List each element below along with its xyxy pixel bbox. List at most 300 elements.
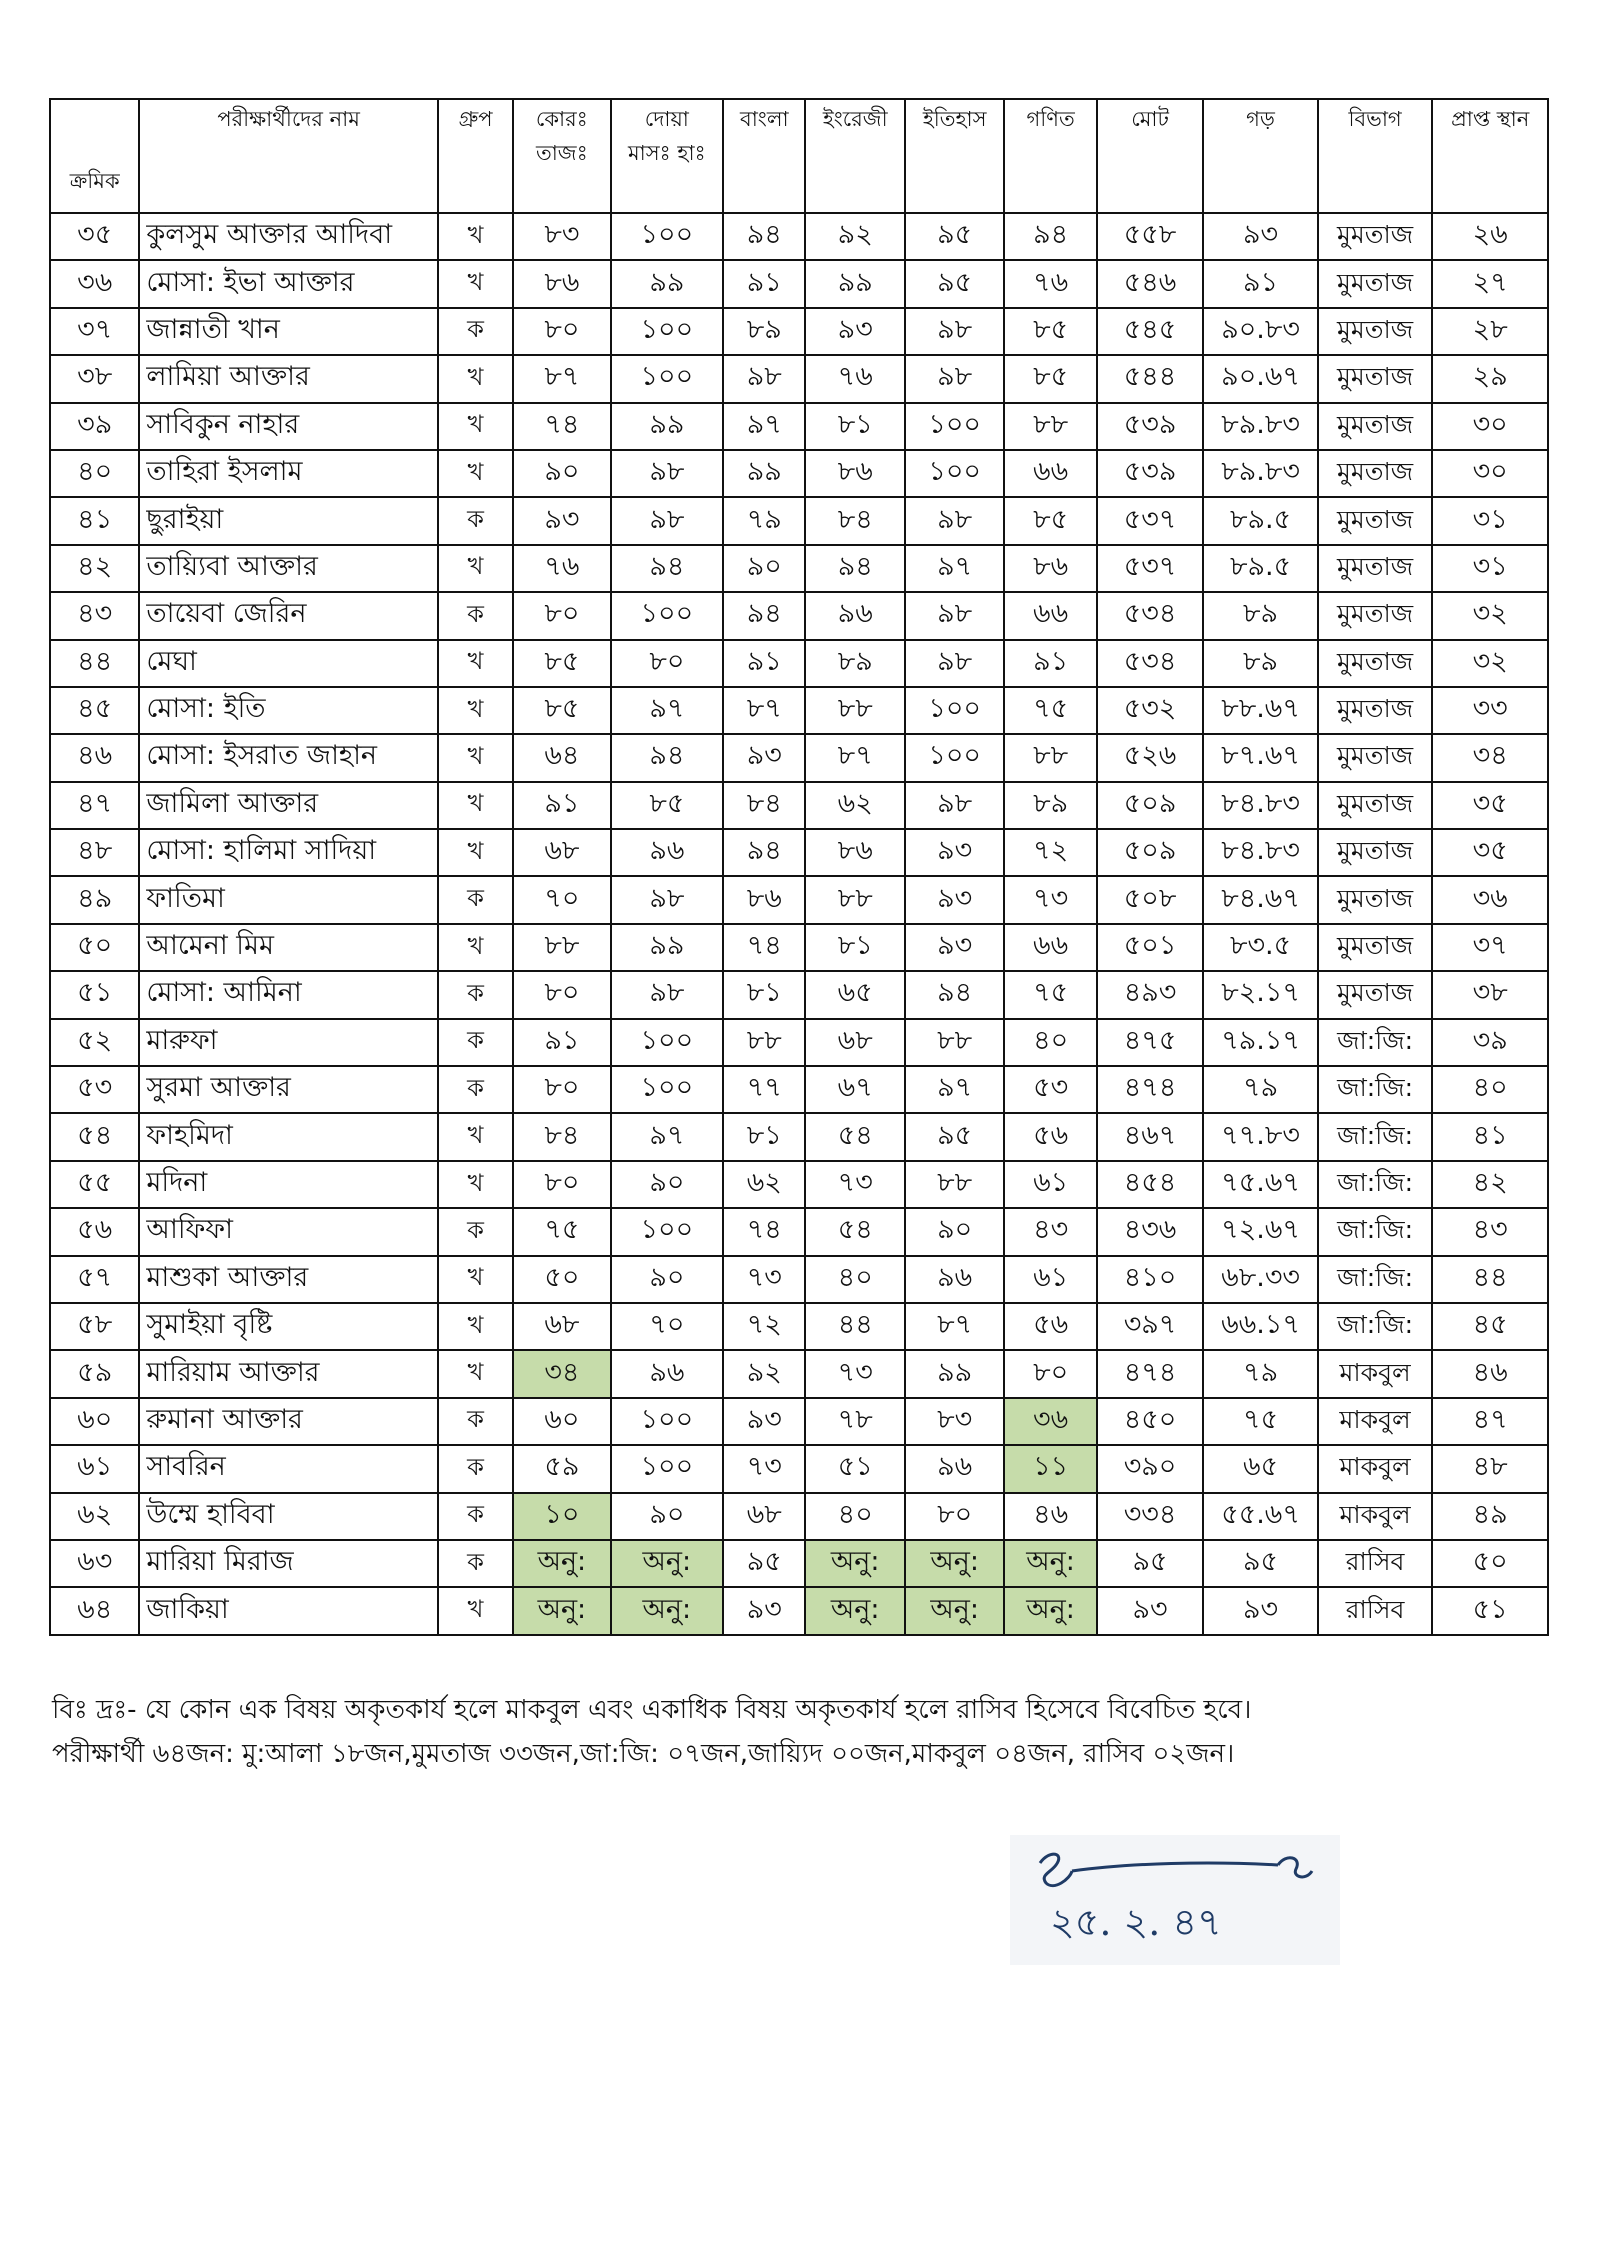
cell-quran: ৯১ — [513, 1019, 610, 1066]
cell-division: মুমতাজ — [1318, 355, 1433, 402]
note-summary: পরীক্ষার্থী ৬৪জন: মু:আলা ১৮জন,মুমতাজ ৩৩জন,জা:জি: ০৭জন,জায়্যিদ ০০জন,মাকবুল ০৪জন, রাসিব ০২জন। — [52, 1739, 1235, 1769]
cell-total: ৫৩৭ — [1097, 497, 1203, 544]
cell-english: ৮৬ — [805, 450, 904, 497]
cell-group: খ — [438, 1113, 513, 1160]
cell-english: ৮৮ — [805, 687, 904, 734]
cell-quran: ৭৫ — [513, 1208, 610, 1255]
cell-position: ৩৫ — [1432, 782, 1548, 829]
cell-total: ৫৩৯ — [1097, 403, 1203, 450]
cell-english: ৪৪ — [805, 1303, 904, 1350]
cell-quran: ৮০ — [513, 1161, 610, 1208]
cell-name: মারিয়া মিরাজ — [139, 1540, 437, 1587]
cell-dua: ৯০ — [611, 1493, 724, 1540]
cell-serial: ৫৯ — [50, 1350, 139, 1397]
table-row — [50, 308, 1548, 355]
table-row — [50, 260, 1548, 307]
header-quran — [513, 99, 610, 213]
cell-average: ৭৯.১৭ — [1203, 1019, 1318, 1066]
cell-english: ৮১ — [805, 924, 904, 971]
cell-history: ৯৩ — [905, 829, 1004, 876]
cell-english: ৫৪ — [805, 1208, 904, 1255]
cell-total: ৪৫০ — [1097, 1398, 1203, 1445]
cell-serial: ৫৪ — [50, 1113, 139, 1160]
cell-average: ৮৯.৫ — [1203, 497, 1318, 544]
cell-bangla: ৯৩ — [723, 1587, 805, 1634]
cell-history: অনু: — [905, 1540, 1004, 1587]
cell-group: খ — [438, 829, 513, 876]
cell-english: ৬২ — [805, 782, 904, 829]
cell-group: খ — [438, 403, 513, 450]
table-row — [50, 782, 1548, 829]
header-row — [50, 99, 1548, 213]
cell-dua: ৯৮ — [611, 497, 724, 544]
cell-average: ৬৮.৩৩ — [1203, 1256, 1318, 1303]
cell-position: ৩৫ — [1432, 829, 1548, 876]
cell-position: ৩৮ — [1432, 971, 1548, 1018]
table-row — [50, 1256, 1548, 1303]
cell-serial: ৬৩ — [50, 1540, 139, 1587]
cell-history: ১০০ — [905, 734, 1004, 781]
cell-total: ৫৩৭ — [1097, 545, 1203, 592]
header-bangla: বাংলা — [723, 99, 805, 213]
cell-position: ৩১ — [1432, 545, 1548, 592]
table-row — [50, 924, 1548, 971]
cell-serial: ৪৩ — [50, 592, 139, 639]
cell-quran: ৮৬ — [513, 260, 610, 307]
table-row — [50, 876, 1548, 923]
cell-division: জা:জি: — [1318, 1019, 1433, 1066]
cell-name: সাবিকুন নাহার — [139, 403, 437, 450]
cell-serial: ৪১ — [50, 497, 139, 544]
cell-division: মুমতাজ — [1318, 308, 1433, 355]
signature-date: ২৫. ২. ৪৭ — [1050, 1900, 1222, 1944]
cell-history: ৯৩ — [905, 924, 1004, 971]
cell-math: ৩৬ — [1004, 1398, 1096, 1445]
cell-total: ৫২৬ — [1097, 734, 1203, 781]
cell-average: ৭৯ — [1203, 1350, 1318, 1397]
cell-bangla: ৮৬ — [723, 876, 805, 923]
cell-bangla: ৯১ — [723, 640, 805, 687]
cell-group: ক — [438, 1445, 513, 1492]
cell-math: ৪০ — [1004, 1019, 1096, 1066]
cell-group: ক — [438, 1208, 513, 1255]
cell-division: মাকবুল — [1318, 1445, 1433, 1492]
cell-english: ৭৩ — [805, 1350, 904, 1397]
cell-bangla: ৯১ — [723, 260, 805, 307]
cell-bangla: ৮১ — [723, 1113, 805, 1160]
cell-name: মদিনা — [139, 1161, 437, 1208]
cell-bangla: ৭৪ — [723, 1208, 805, 1255]
cell-position: ৪৭ — [1432, 1398, 1548, 1445]
cell-position: ৪৯ — [1432, 1493, 1548, 1540]
cell-name: ছুরাইয়া — [139, 497, 437, 544]
cell-serial: ৬০ — [50, 1398, 139, 1445]
cell-name: কুলসুম আক্তার আদিবা — [139, 213, 437, 260]
header-dua — [611, 99, 724, 213]
cell-group: ক — [438, 1493, 513, 1540]
cell-name: মোসা: ইতি — [139, 687, 437, 734]
cell-division: মুমতাজ — [1318, 829, 1433, 876]
cell-dua: ৯৮ — [611, 876, 724, 923]
header-quran-line1: কোরঃ — [535, 107, 588, 131]
cell-group: খ — [438, 640, 513, 687]
cell-quran: ৮৮ — [513, 924, 610, 971]
cell-quran: ৭০ — [513, 876, 610, 923]
cell-group: ক — [438, 1066, 513, 1113]
cell-total: ৪৩৬ — [1097, 1208, 1203, 1255]
cell-name: মোসা: ইভা আক্তার — [139, 260, 437, 307]
cell-position: ৪৬ — [1432, 1350, 1548, 1397]
cell-total: ৫৩২ — [1097, 687, 1203, 734]
handwritten-signature — [1010, 1835, 1340, 1965]
cell-quran: অনু: — [513, 1587, 610, 1634]
cell-history: ৮৭ — [905, 1303, 1004, 1350]
cell-total: ৫৪৫ — [1097, 308, 1203, 355]
cell-math: ৫৬ — [1004, 1113, 1096, 1160]
header-position: প্রাপ্ত স্থান — [1432, 99, 1548, 213]
cell-group: ক — [438, 1398, 513, 1445]
cell-quran: ৮০ — [513, 1066, 610, 1113]
cell-total: ৪১০ — [1097, 1256, 1203, 1303]
cell-history: ৯৮ — [905, 782, 1004, 829]
cell-dua: ১০০ — [611, 1019, 724, 1066]
cell-group: খ — [438, 545, 513, 592]
cell-history: ৯৭ — [905, 1066, 1004, 1113]
cell-dua: ৯৭ — [611, 687, 724, 734]
cell-bangla: ৯০ — [723, 545, 805, 592]
cell-quran: ৮০ — [513, 592, 610, 639]
cell-position: ৩২ — [1432, 640, 1548, 687]
cell-serial: ৩৯ — [50, 403, 139, 450]
cell-math: ৬১ — [1004, 1161, 1096, 1208]
cell-math: ৪৬ — [1004, 1493, 1096, 1540]
cell-name: জান্নাতী খান — [139, 308, 437, 355]
header-average: গড় — [1203, 99, 1318, 213]
cell-serial: ৬১ — [50, 1445, 139, 1492]
cell-average: ৮৯.৫ — [1203, 545, 1318, 592]
cell-math: অনু: — [1004, 1587, 1096, 1634]
cell-group: খ — [438, 687, 513, 734]
table-row — [50, 1019, 1548, 1066]
cell-position: ৩০ — [1432, 403, 1548, 450]
cell-quran: ৯১ — [513, 782, 610, 829]
cell-bangla: ৯৯ — [723, 450, 805, 497]
table-row — [50, 1398, 1548, 1445]
cell-position: ৫০ — [1432, 1540, 1548, 1587]
table-row — [50, 1350, 1548, 1397]
cell-serial: ৪৭ — [50, 782, 139, 829]
cell-group: ক — [438, 971, 513, 1018]
cell-bangla: ৬৮ — [723, 1493, 805, 1540]
cell-division: মাকবুল — [1318, 1493, 1433, 1540]
cell-dua: ১০০ — [611, 1445, 724, 1492]
cell-math: ৭৫ — [1004, 687, 1096, 734]
cell-division: জা:জি: — [1318, 1303, 1433, 1350]
cell-math: ৭৩ — [1004, 876, 1096, 923]
notes-block — [52, 1688, 1572, 1776]
header-english: ইংরেজী — [805, 99, 904, 213]
cell-serial: ৩৮ — [50, 355, 139, 402]
cell-english: ৮৭ — [805, 734, 904, 781]
cell-serial: ৩৫ — [50, 213, 139, 260]
cell-serial: ৪০ — [50, 450, 139, 497]
cell-average: ৮৯.৮৩ — [1203, 450, 1318, 497]
cell-history: অনু: — [905, 1587, 1004, 1634]
cell-total: ৫৩৯ — [1097, 450, 1203, 497]
cell-average: ৯০.৮৩ — [1203, 308, 1318, 355]
cell-dua: অনু: — [611, 1587, 724, 1634]
cell-division: মুমতাজ — [1318, 971, 1433, 1018]
cell-name: উম্মে হাবিবা — [139, 1493, 437, 1540]
cell-average: ৭৫ — [1203, 1398, 1318, 1445]
cell-bangla: ৬২ — [723, 1161, 805, 1208]
cell-english: অনু: — [805, 1540, 904, 1587]
cell-average: ৫৫.৬৭ — [1203, 1493, 1318, 1540]
table-row — [50, 497, 1548, 544]
cell-division: মুমতাজ — [1318, 497, 1433, 544]
cell-english: ৭৬ — [805, 355, 904, 402]
cell-name: ফাতিমা — [139, 876, 437, 923]
cell-total: ৯৫ — [1097, 1540, 1203, 1587]
cell-division: রাসিব — [1318, 1540, 1433, 1587]
cell-bangla: ৯৭ — [723, 403, 805, 450]
cell-english: ৯৬ — [805, 592, 904, 639]
cell-math: অনু: — [1004, 1540, 1096, 1587]
note-rule: বিঃ দ্রঃ- যে কোন এক বিষয় অকৃতকার্য হলে মাকবুল এবং একাধিক বিষয় অকৃতকার্য হলে রাসিব হিসেবে বিবেচিত হবে। — [52, 1695, 1252, 1725]
cell-total: ৪৭৪ — [1097, 1066, 1203, 1113]
cell-position: ৩৭ — [1432, 924, 1548, 971]
cell-division: মুমতাজ — [1318, 260, 1433, 307]
cell-dua: ৯৮ — [611, 971, 724, 1018]
cell-name: আমেনা মিম — [139, 924, 437, 971]
cell-total: ৩৩৪ — [1097, 1493, 1203, 1540]
cell-bangla: ৮৪ — [723, 782, 805, 829]
cell-dua: ১০০ — [611, 355, 724, 402]
cell-position: ৩১ — [1432, 497, 1548, 544]
cell-position: ৩৯ — [1432, 1019, 1548, 1066]
cell-average: ৭৯ — [1203, 1066, 1318, 1113]
cell-position: ৪৫ — [1432, 1303, 1548, 1350]
cell-bangla: ৭৩ — [723, 1445, 805, 1492]
cell-group: খ — [438, 260, 513, 307]
table-row — [50, 1493, 1548, 1540]
cell-serial: ৬২ — [50, 1493, 139, 1540]
header-total: মোট — [1097, 99, 1203, 213]
cell-english: ৬৮ — [805, 1019, 904, 1066]
cell-math: ৮৬ — [1004, 545, 1096, 592]
cell-division: মুমতাজ — [1318, 545, 1433, 592]
cell-dua: ৯৭ — [611, 1113, 724, 1160]
cell-bangla: ৮৭ — [723, 687, 805, 734]
cell-math: ৫৩ — [1004, 1066, 1096, 1113]
cell-total: ৪৭৪ — [1097, 1350, 1203, 1397]
cell-history: ৮০ — [905, 1493, 1004, 1540]
cell-dua: ৯৯ — [611, 260, 724, 307]
cell-math: ৮৫ — [1004, 308, 1096, 355]
cell-serial: ৫১ — [50, 971, 139, 1018]
cell-bangla: ৯৪ — [723, 592, 805, 639]
cell-history: ৮৩ — [905, 1398, 1004, 1445]
cell-average: ৮৯ — [1203, 640, 1318, 687]
cell-name: মাশুকা আক্তার — [139, 1256, 437, 1303]
header-division: বিভাগ — [1318, 99, 1433, 213]
cell-position: ৩৩ — [1432, 687, 1548, 734]
cell-division: রাসিব — [1318, 1587, 1433, 1634]
cell-total: ৫০৮ — [1097, 876, 1203, 923]
cell-division: জা:জি: — [1318, 1161, 1433, 1208]
cell-dua: ৯৮ — [611, 450, 724, 497]
cell-total: ৫০১ — [1097, 924, 1203, 971]
cell-group: খ — [438, 1587, 513, 1634]
cell-position: ৪১ — [1432, 1113, 1548, 1160]
cell-name: লামিয়া আক্তার — [139, 355, 437, 402]
cell-math: ১১ — [1004, 1445, 1096, 1492]
cell-name: সুমাইয়া বৃষ্টি — [139, 1303, 437, 1350]
cell-history: ৯৪ — [905, 971, 1004, 1018]
cell-dua: ৭০ — [611, 1303, 724, 1350]
cell-position: ৩০ — [1432, 450, 1548, 497]
cell-math: ৭৬ — [1004, 260, 1096, 307]
cell-quran: ৮৫ — [513, 687, 610, 734]
cell-dua: ৮০ — [611, 640, 724, 687]
cell-quran: ৬৮ — [513, 829, 610, 876]
cell-group: খ — [438, 924, 513, 971]
cell-bangla: ৭৪ — [723, 924, 805, 971]
table-row — [50, 687, 1548, 734]
cell-name: মারিয়াম আক্তার — [139, 1350, 437, 1397]
table-row — [50, 734, 1548, 781]
cell-total: ৩৯০ — [1097, 1445, 1203, 1492]
cell-position: ২৭ — [1432, 260, 1548, 307]
cell-average: ৯৩ — [1203, 1587, 1318, 1634]
cell-name: মোসা: হালিমা সাদিয়া — [139, 829, 437, 876]
cell-quran: ৮৭ — [513, 355, 610, 402]
table-body — [50, 213, 1548, 1635]
cell-bangla: ৭৩ — [723, 1256, 805, 1303]
cell-bangla: ৯৫ — [723, 1540, 805, 1587]
cell-name: ফাহমিদা — [139, 1113, 437, 1160]
cell-division: মাকবুল — [1318, 1350, 1433, 1397]
cell-quran: ৩৪ — [513, 1350, 610, 1397]
cell-group: ক — [438, 592, 513, 639]
cell-division: মুমতাজ — [1318, 687, 1433, 734]
cell-math: ৮৮ — [1004, 403, 1096, 450]
cell-history: ৯৯ — [905, 1350, 1004, 1397]
cell-bangla: ৮৮ — [723, 1019, 805, 1066]
cell-math: ৬৬ — [1004, 450, 1096, 497]
table-row — [50, 1208, 1548, 1255]
cell-serial: ৫৩ — [50, 1066, 139, 1113]
cell-dua: ৯৯ — [611, 403, 724, 450]
table-row — [50, 829, 1548, 876]
cell-math: ৪৩ — [1004, 1208, 1096, 1255]
cell-serial: ৬৪ — [50, 1587, 139, 1634]
cell-serial: ৫০ — [50, 924, 139, 971]
cell-quran: ৮৫ — [513, 640, 610, 687]
cell-quran: ৫০ — [513, 1256, 610, 1303]
cell-history: ৯০ — [905, 1208, 1004, 1255]
cell-position: ৪৩ — [1432, 1208, 1548, 1255]
table-row — [50, 1303, 1548, 1350]
cell-total: ৯৩ — [1097, 1587, 1203, 1634]
cell-total: ৪৫৪ — [1097, 1161, 1203, 1208]
cell-english: ৯২ — [805, 213, 904, 260]
cell-division: মুমতাজ — [1318, 450, 1433, 497]
cell-dua: ৮৫ — [611, 782, 724, 829]
cell-serial: ৩৬ — [50, 260, 139, 307]
cell-history: ৯৮ — [905, 308, 1004, 355]
cell-math: ৯৪ — [1004, 213, 1096, 260]
cell-history: ১০০ — [905, 687, 1004, 734]
cell-english: ৮৯ — [805, 640, 904, 687]
cell-average: ৮৯ — [1203, 592, 1318, 639]
cell-quran: ৭৪ — [513, 403, 610, 450]
cell-average: ৮৮.৬৭ — [1203, 687, 1318, 734]
cell-dua: ৯০ — [611, 1256, 724, 1303]
table-row — [50, 403, 1548, 450]
cell-quran: ১০ — [513, 1493, 610, 1540]
cell-group: ক — [438, 876, 513, 923]
cell-group: ক — [438, 308, 513, 355]
cell-total: ৪৬৭ — [1097, 1113, 1203, 1160]
cell-total: ৪৯৩ — [1097, 971, 1203, 1018]
cell-bangla: ৯৪ — [723, 213, 805, 260]
cell-total: ৫০৯ — [1097, 782, 1203, 829]
cell-bangla: ৭৭ — [723, 1066, 805, 1113]
cell-history: ৯৮ — [905, 640, 1004, 687]
cell-bangla: ৮১ — [723, 971, 805, 1018]
cell-bangla: ৯৩ — [723, 734, 805, 781]
cell-serial: ৪৫ — [50, 687, 139, 734]
cell-history: ৯৭ — [905, 545, 1004, 592]
header-serial: ক্রমিক — [50, 99, 139, 213]
cell-position: ৪৪ — [1432, 1256, 1548, 1303]
cell-english: ৫৪ — [805, 1113, 904, 1160]
cell-math: ৮৯ — [1004, 782, 1096, 829]
cell-total: ৩৯৭ — [1097, 1303, 1203, 1350]
table-row — [50, 592, 1548, 639]
cell-position: ৫১ — [1432, 1587, 1548, 1634]
table-row — [50, 971, 1548, 1018]
cell-total: ৫৩৪ — [1097, 592, 1203, 639]
cell-quran: অনু: — [513, 1540, 610, 1587]
signature-block — [1010, 1835, 1340, 1965]
cell-name: আফিফা — [139, 1208, 437, 1255]
header-dua-line1: দোয়া — [644, 107, 689, 131]
cell-bangla: ৭৯ — [723, 497, 805, 544]
cell-math: ৬৬ — [1004, 924, 1096, 971]
cell-bangla: ৯৩ — [723, 1398, 805, 1445]
cell-bangla: ৯২ — [723, 1350, 805, 1397]
cell-english: ৫১ — [805, 1445, 904, 1492]
cell-average: ৯০.৬৭ — [1203, 355, 1318, 402]
cell-division: জা:জি: — [1318, 1066, 1433, 1113]
cell-group: ক — [438, 497, 513, 544]
cell-dua: অনু: — [611, 1540, 724, 1587]
cell-history: ১০০ — [905, 403, 1004, 450]
cell-serial: ৫৬ — [50, 1208, 139, 1255]
cell-position: ৪০ — [1432, 1066, 1548, 1113]
cell-history: ১০০ — [905, 450, 1004, 497]
cell-group: খ — [438, 1350, 513, 1397]
cell-average: ৮৯.৮৩ — [1203, 403, 1318, 450]
cell-quran: ৭৬ — [513, 545, 610, 592]
cell-dua: ৯৬ — [611, 1350, 724, 1397]
table-row — [50, 545, 1548, 592]
cell-english: ৯৩ — [805, 308, 904, 355]
cell-total: ৫৩৪ — [1097, 640, 1203, 687]
cell-math: ৮৫ — [1004, 497, 1096, 544]
